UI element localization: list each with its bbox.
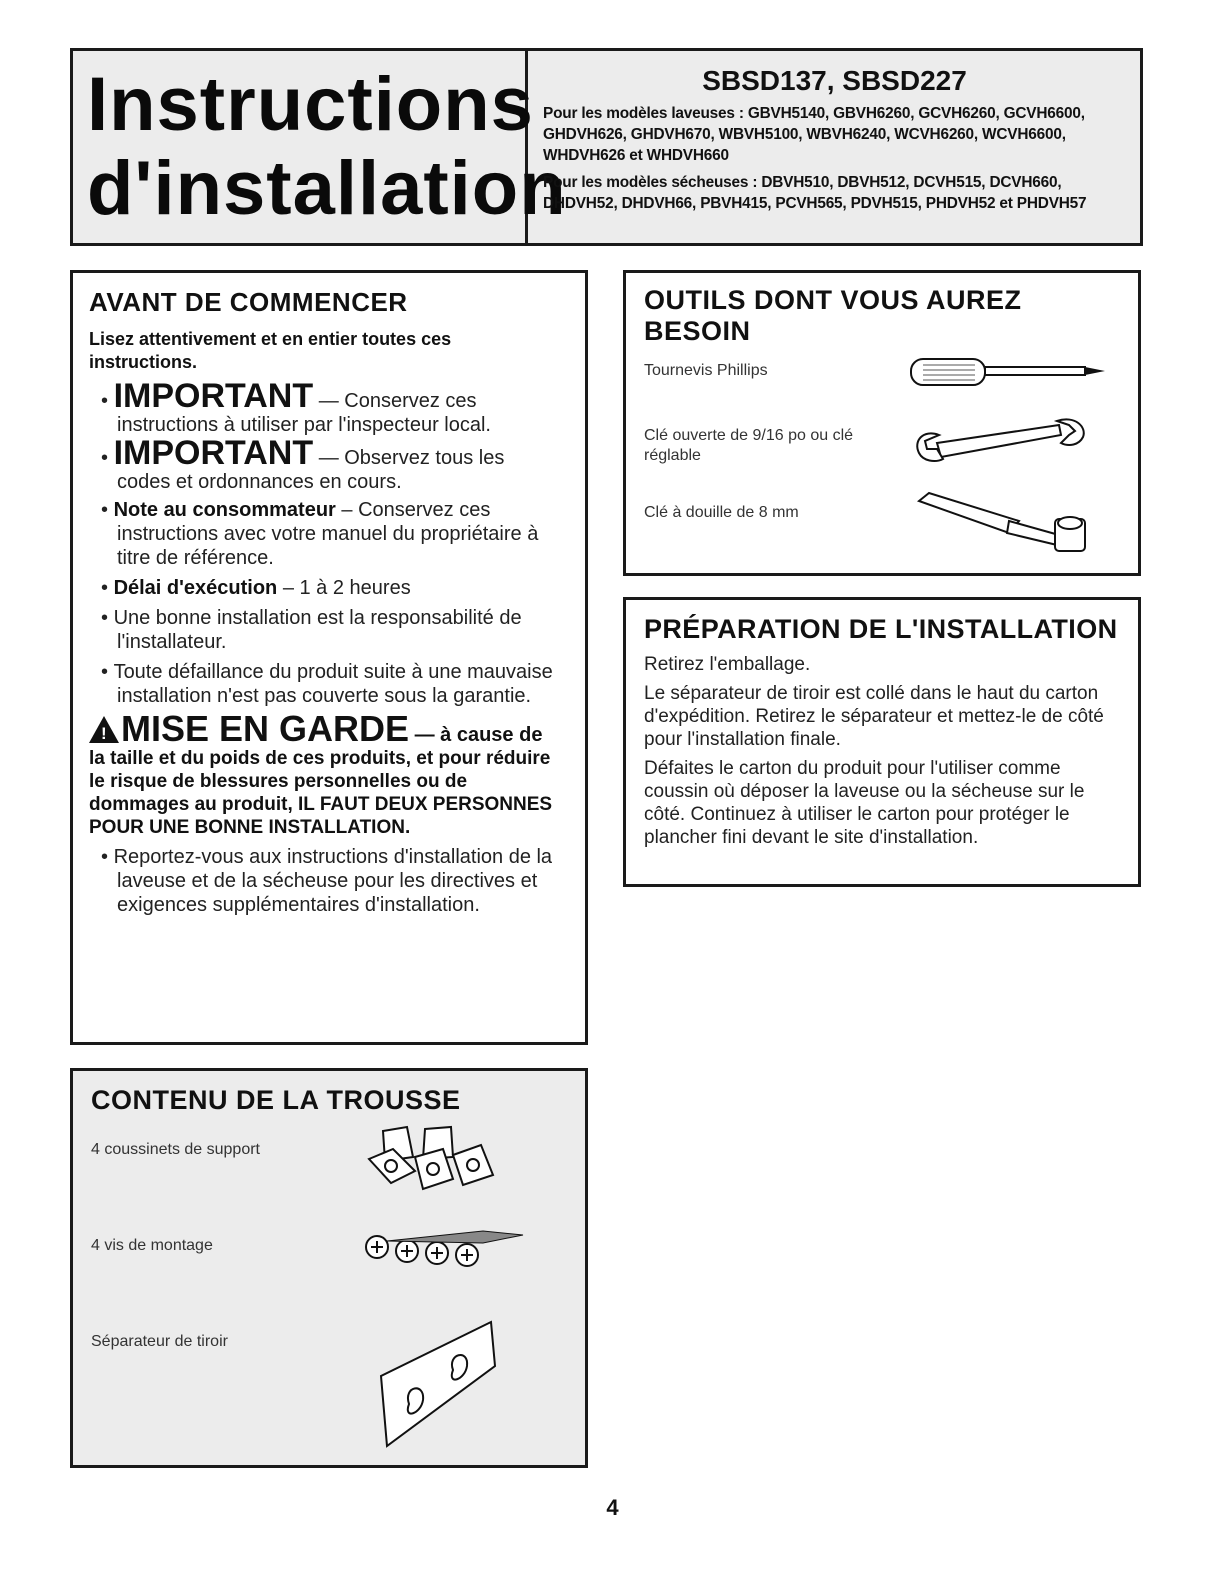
section-heading: OUTILS DONT VOUS AUREZ BESOIN [644, 285, 1022, 346]
before-you-begin-section [70, 270, 588, 1045]
drawer-divider-icon [373, 1316, 503, 1456]
page-title-line1: Instructions [87, 62, 534, 147]
washer-models: Pour les modèles laveuses : GBVH5140, GBVH6260, GCVH6260, GCVH6600, GHDVH626, GHDVH670, WBVH5100, WBVH6240, WCVH6260, WCVH6600, WHDVH626 et WHDVH660 [543, 105, 1085, 164]
tool-label-socket: Clé à douille de 8 mm [644, 504, 799, 521]
warranty-note-text: Toute défaillance du produit suite à une mauvaise installation n'est pas couverte sous la garantie. [113, 661, 553, 707]
page-number: 4 [606, 1495, 619, 1520]
completion-time: • Délai d'exécution – 1 à 2 heures [101, 577, 411, 599]
prep-paragraph-3: Défaites le carton du produit pour l'utiliser comme coussin où déposer la laveuse ou la sécheuse sur le côté. Continuez à utiliser le carton pour protéger le plancher fini devant le site d'installation. [644, 758, 1085, 848]
important-1: • IMPORTANT — Conservez ces instructions à utiliser par l'inspecteur local. [101, 377, 491, 436]
tools-needed-section [623, 270, 1141, 576]
caution-block [89, 708, 563, 839]
important-1-text: — Conservez ces instructions à utiliser par l'inspecteur local. [117, 390, 491, 436]
model-info [531, 51, 1140, 243]
page-title-line2: d'installation [87, 146, 567, 231]
important-2-text: — Observez tous les codes et ordonnances en cours. [117, 447, 505, 493]
refer-instructions: • Reportez-vous aux instructions d'installation de la laveuse et de la sécheuse pour les directives et exigences supplémentaires d'installation. [101, 846, 553, 916]
section-heading: AVANT DE COMMENCER [89, 287, 408, 317]
installer-responsibility: • Une bonne installation est la responsabilité de l'installateur. [101, 607, 522, 653]
read-instructions-note: Lisez attentivement et en entier toutes ces instructions. [89, 329, 452, 372]
important-2: • IMPORTANT — Observez tous les codes et ordonnances en cours. [101, 434, 505, 493]
completion-time-text: – 1 à 2 heures [277, 577, 411, 599]
warranty-note: • Toute défaillance du produit suite à une mauvaise installation n'est pas couverte sous la garantie. [101, 661, 553, 707]
screwdriver-icon [909, 353, 1109, 393]
title-block [73, 51, 567, 243]
prep-paragraph-1: Retirez l'emballage. [644, 654, 811, 675]
kit-item-screws: 4 vis de montage [91, 1237, 213, 1254]
consumer-note: • Note au consommateur – Conservez ces instructions avec votre manuel du propriétaire à titre de référence. [101, 499, 539, 569]
important-label: IMPORTANT [113, 377, 314, 415]
section-heading: PRÉPARATION DE L'INSTALLATION [644, 614, 1118, 644]
completion-time-label: Délai d'exécution [113, 577, 278, 599]
consumer-note-text: – Conservez ces instructions avec votre manuel du propriétaire à titre de référence. [117, 499, 539, 569]
caution-text: la taille et du poids de ces produits, et pour réduire le risque de blessures personnelles ou de dommages au produit, IL FAUT DEUX PERSONNES POUR UNE BONNE INSTALLATION. [89, 748, 553, 838]
consumer-note-label: Note au consommateur [113, 499, 336, 521]
installation-preparation-section [623, 597, 1141, 887]
dryer-models: Pour les modèles sécheuses : DBVH510, DBVH512, DCVH515, DCVH660, DHDVH52, DHDVH66, PBVH415, PCVH565, PDVH515, PHDVH52 et PHDVH57 [543, 174, 1087, 212]
caution-label: MISE EN GARDE [121, 708, 410, 749]
wrench-icon [909, 413, 1089, 473]
section-heading: CONTENU DE LA TROUSSE [91, 1085, 461, 1115]
header-banner [70, 48, 1143, 246]
kit-item-divider: Séparateur de tiroir [91, 1333, 228, 1350]
kit-models: SBSD137, SBSD227 [702, 65, 967, 96]
warning-icon [89, 716, 119, 743]
refer-instructions-text: Reportez-vous aux instructions d'installation de la laveuse et de la sécheuse pour les directives et exigences supplémentaires d'installation. [113, 846, 553, 916]
socket-wrench-icon [909, 489, 1109, 559]
installer-responsibility-text: Une bonne installation est la responsabilité de l'installateur. [113, 607, 522, 653]
important-label: IMPORTANT [113, 434, 314, 472]
kit-item-pads: 4 coussinets de support [91, 1141, 260, 1158]
prep-paragraph-2: Le séparateur de tiroir est collé dans le haut du carton d'expédition. Retirez le séparateur et mettez-le de côté pour l'installation finale. [644, 683, 1104, 750]
kit-contents-section [70, 1068, 588, 1468]
support-pads-icon [363, 1123, 513, 1203]
tool-label-screwdriver: Tournevis Phillips [644, 362, 768, 379]
caution-lead: — à cause de [409, 724, 543, 746]
mounting-screws-icon [363, 1223, 533, 1273]
tool-label-wrench: Clé ouverte de 9/16 po ou clé réglable [644, 427, 854, 464]
